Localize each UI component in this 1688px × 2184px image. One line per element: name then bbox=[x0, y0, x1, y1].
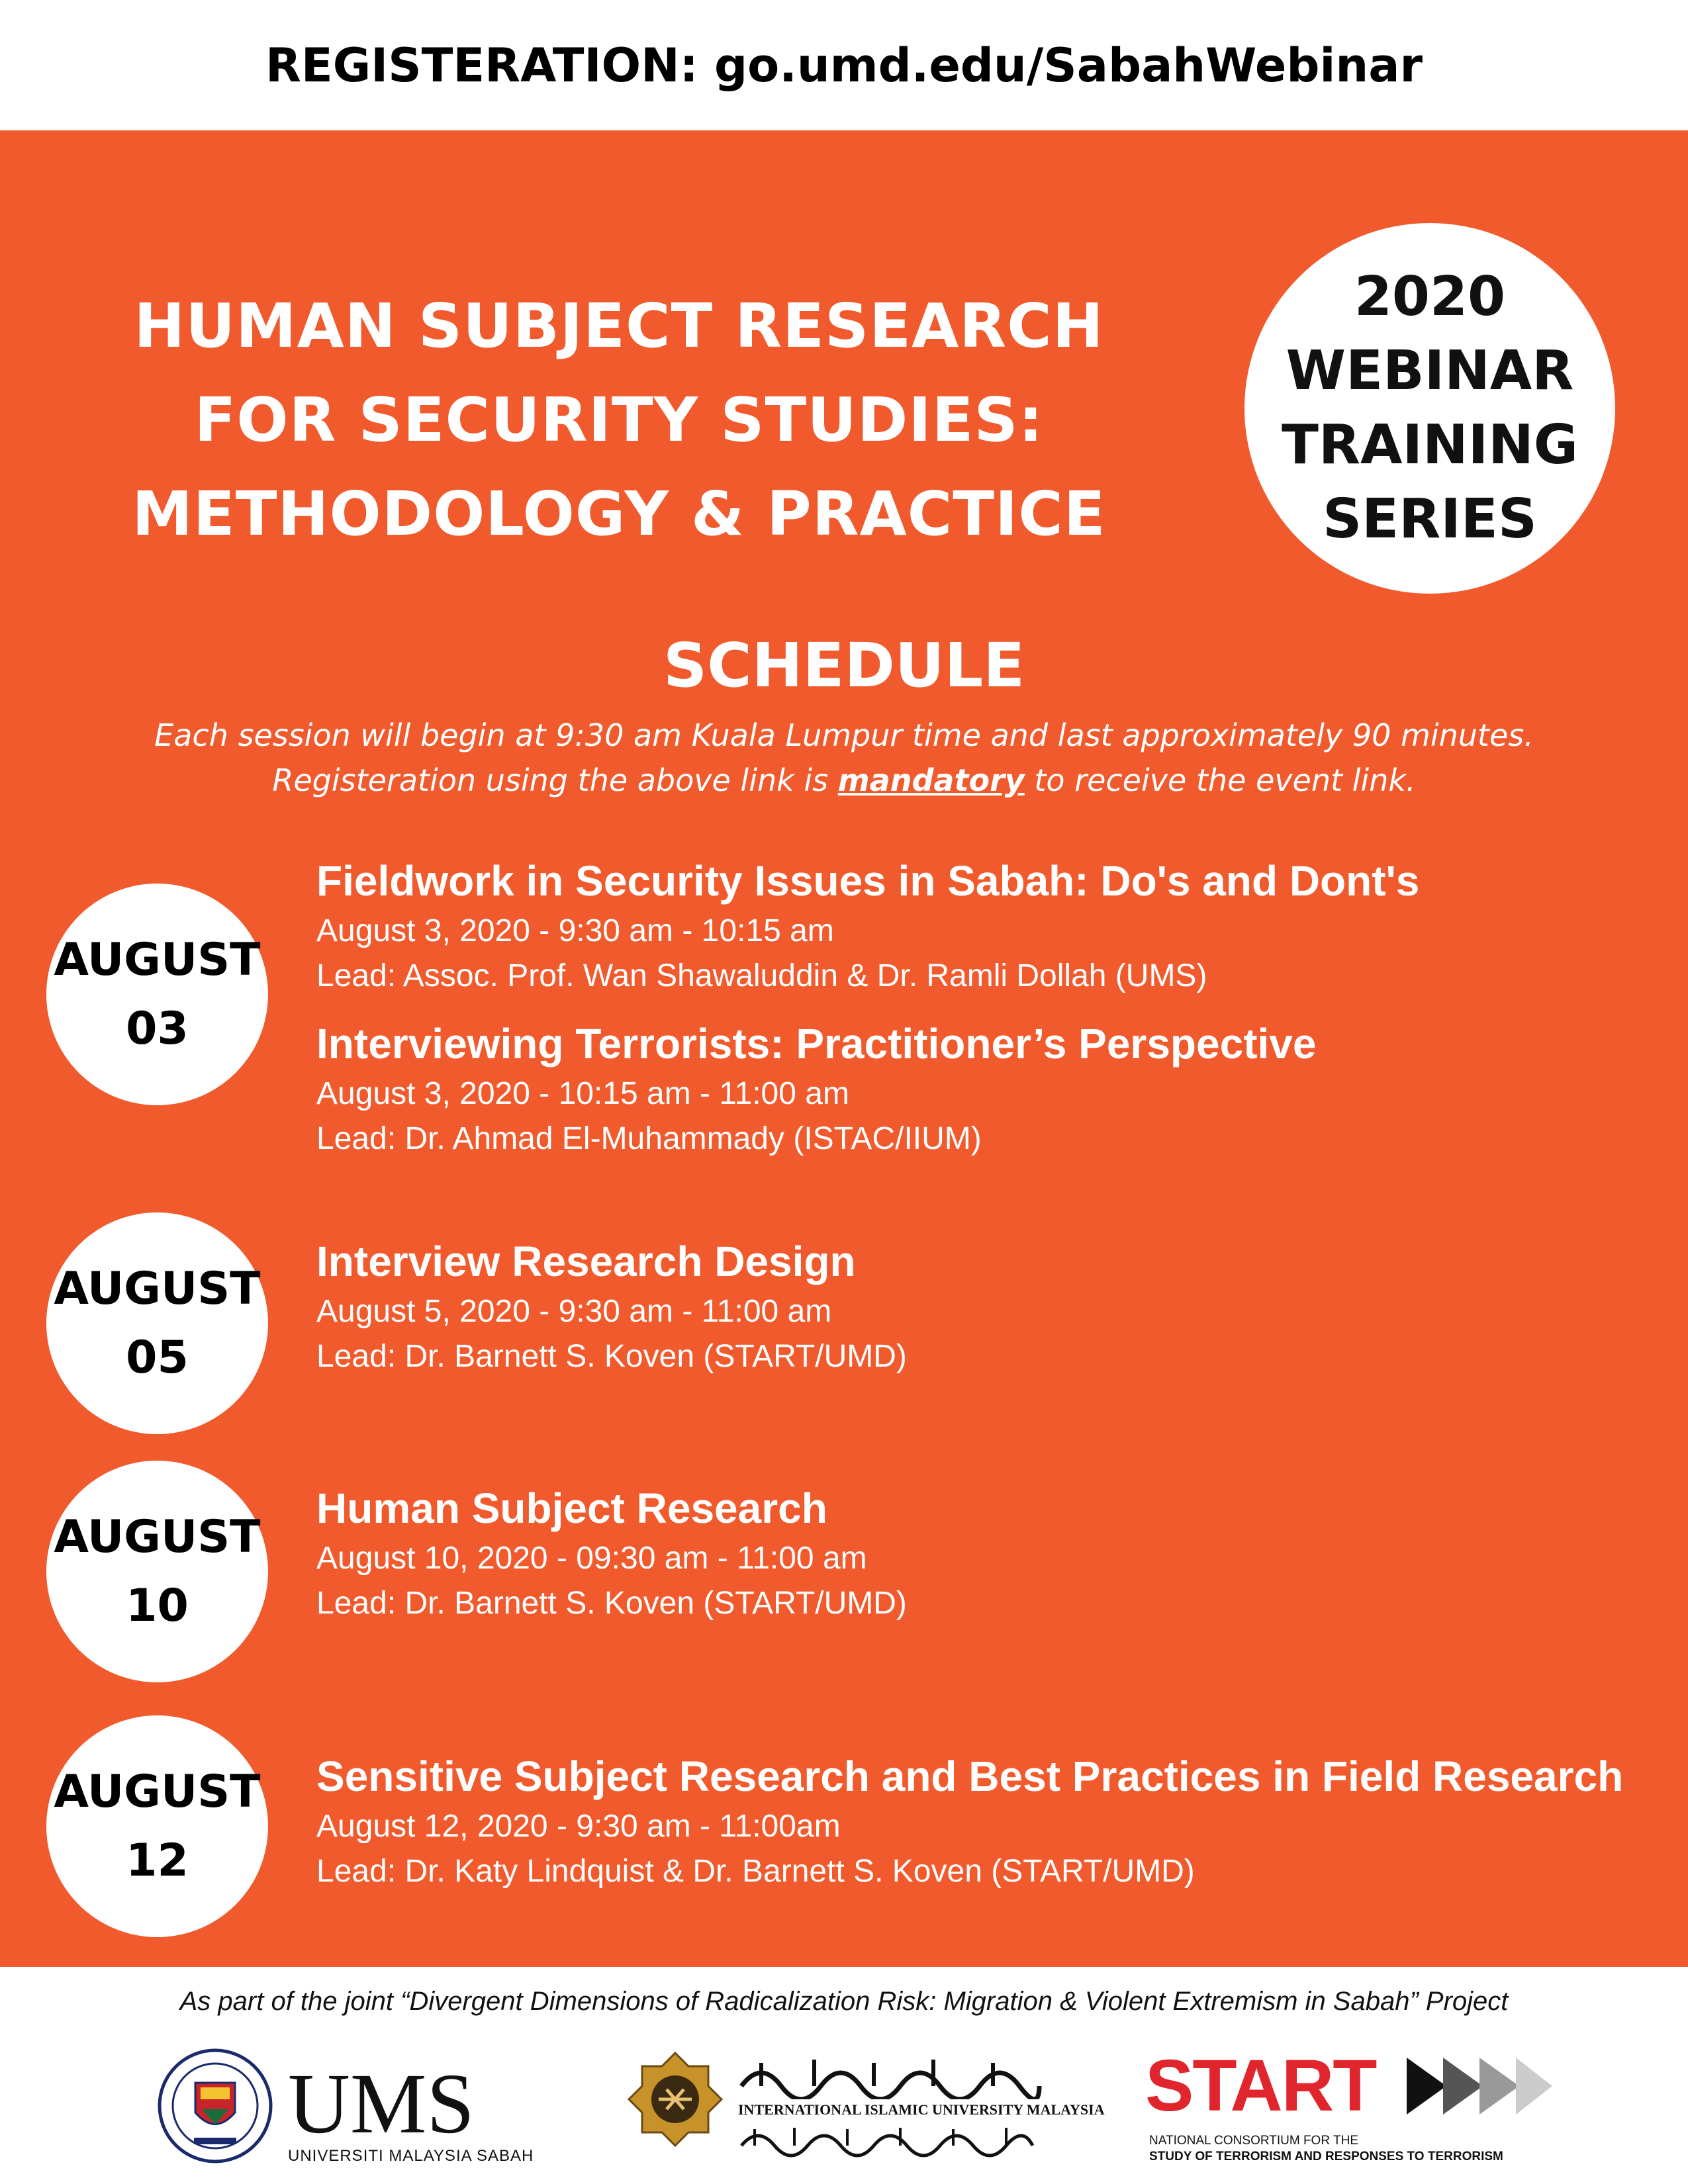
session-2 bbox=[316, 1016, 1316, 1161]
schedule-note-line-2 bbox=[0, 758, 1688, 803]
schedule-note bbox=[0, 713, 1688, 803]
date-day: 05 bbox=[126, 1331, 189, 1384]
session-5 bbox=[316, 1749, 1623, 1894]
ums-subtitle: UNIVERSITI MALAYSIA SABAH bbox=[288, 2147, 534, 2165]
main-panel bbox=[0, 130, 1688, 1967]
note-post: to receive the event link. bbox=[1024, 762, 1416, 798]
session-lead: Lead: Dr. Barnett S. Koven (START/UMD) bbox=[316, 1339, 907, 1374]
session-title: Sensitive Subject Research and Best Practices in Field Research bbox=[316, 1752, 1624, 1800]
iium-english-name: INTERNATIONAL ISLAMIC UNIVERSITY MALAYSIA bbox=[738, 2101, 1105, 2118]
session-lead: Lead: Assoc. Prof. Wan Shawaluddin & Dr. Ramli Dollah (UMS) bbox=[316, 958, 1207, 993]
start-logo bbox=[1145, 2045, 1556, 2175]
session-time: August 3, 2020 - 10:15 am - 11:00 am bbox=[316, 1076, 849, 1111]
date-day: 12 bbox=[126, 1834, 189, 1887]
date-circle-aug-12 bbox=[46, 1715, 268, 1937]
badge-line-3: TRAINING bbox=[1281, 414, 1579, 477]
date-month: AUGUST bbox=[54, 1510, 261, 1563]
session-lead: Lead: Dr. Katy Lindquist & Dr. Barnett S. Koven (START/UMD) bbox=[316, 1854, 1195, 1889]
schedule-heading: SCHEDULE bbox=[663, 630, 1025, 701]
start-subtitle-2: STUDY OF TERRORISM AND RESPONSES TO TERRORISM bbox=[1149, 2150, 1503, 2163]
badge-line-4: SERIES bbox=[1323, 488, 1537, 551]
iium-arabic-wordmark-icon bbox=[735, 2053, 1046, 2099]
iium-logo bbox=[626, 2036, 1105, 2169]
badge-line-2: WEBINAR bbox=[1286, 340, 1574, 402]
title-line-1: HUMAN SUBJECT RESEARCH bbox=[134, 291, 1104, 361]
session-1 bbox=[316, 853, 1419, 999]
session-time: August 10, 2020 - 09:30 am - 11:00 am bbox=[316, 1541, 867, 1576]
session-time: August 5, 2020 - 9:30 am - 11:00 am bbox=[316, 1294, 832, 1329]
ums-wordmark: UMS bbox=[288, 2056, 475, 2152]
session-lead: Lead: Dr. Ahmad El-Muhammady (ISTAC/IIUM) bbox=[316, 1121, 982, 1156]
date-month: AUGUST bbox=[54, 1262, 261, 1315]
ums-logo bbox=[156, 2046, 534, 2165]
start-subtitle-1: NATIONAL CONSORTIUM FOR THE bbox=[1149, 2134, 1358, 2148]
series-badge bbox=[1244, 223, 1615, 594]
date-circle-aug-10 bbox=[46, 1461, 268, 1682]
session-time: August 12, 2020 - 9:30 am - 11:00am bbox=[316, 1809, 841, 1844]
session-lead: Lead: Dr. Barnett S. Koven (START/UMD) bbox=[316, 1586, 907, 1621]
event-title bbox=[73, 279, 1165, 561]
session-4 bbox=[316, 1480, 907, 1626]
mandatory-emphasis: mandatory bbox=[837, 762, 1025, 798]
session-3 bbox=[316, 1234, 907, 1379]
note-pre: Registeration using the above link is bbox=[272, 762, 838, 798]
session-title: Fieldwork in Security Issues in Sabah: Do's and Dont's bbox=[316, 857, 1420, 905]
footer bbox=[0, 1967, 1688, 2184]
registration-text[interactable]: REGISTERATION: go.umd.edu/SabahWebinar bbox=[265, 38, 1423, 93]
schedule-note-line-1: Each session will begin at 9:30 am Kuala Lumpur time and last approximately 90 minutes. bbox=[154, 717, 1534, 753]
session-title: Interview Research Design bbox=[316, 1238, 856, 1285]
start-arrows-icon bbox=[1407, 2050, 1552, 2122]
registration-bar bbox=[0, 0, 1688, 130]
date-day: 10 bbox=[126, 1579, 189, 1632]
project-statement: As part of the joint “Divergent Dimensions of Radicalization Risk: Migration & Violent Extremism in Sabah” Project bbox=[179, 1987, 1509, 2016]
iium-arabic-motto-icon bbox=[735, 2122, 1039, 2162]
date-month: AUGUST bbox=[54, 933, 261, 986]
iium-emblem-icon bbox=[626, 2050, 725, 2149]
date-circle-aug-05 bbox=[46, 1212, 268, 1434]
session-title: Interviewing Terrorists: Practitioner’s Perspective bbox=[316, 1020, 1317, 1068]
title-line-3: METHODOLOGY & PRACTICE bbox=[132, 478, 1106, 549]
date-circle-aug-03 bbox=[46, 884, 268, 1105]
date-month: AUGUST bbox=[54, 1765, 261, 1818]
start-wordmark: START bbox=[1145, 2045, 1376, 2126]
ums-seal-icon bbox=[156, 2046, 275, 2165]
badge-line-1: 2020 bbox=[1354, 265, 1506, 328]
session-time: August 3, 2020 - 9:30 am - 10:15 am bbox=[316, 913, 834, 948]
date-day: 03 bbox=[126, 1002, 189, 1055]
session-title: Human Subject Research bbox=[316, 1484, 827, 1532]
title-line-2: FOR SECURITY STUDIES: bbox=[194, 385, 1044, 455]
